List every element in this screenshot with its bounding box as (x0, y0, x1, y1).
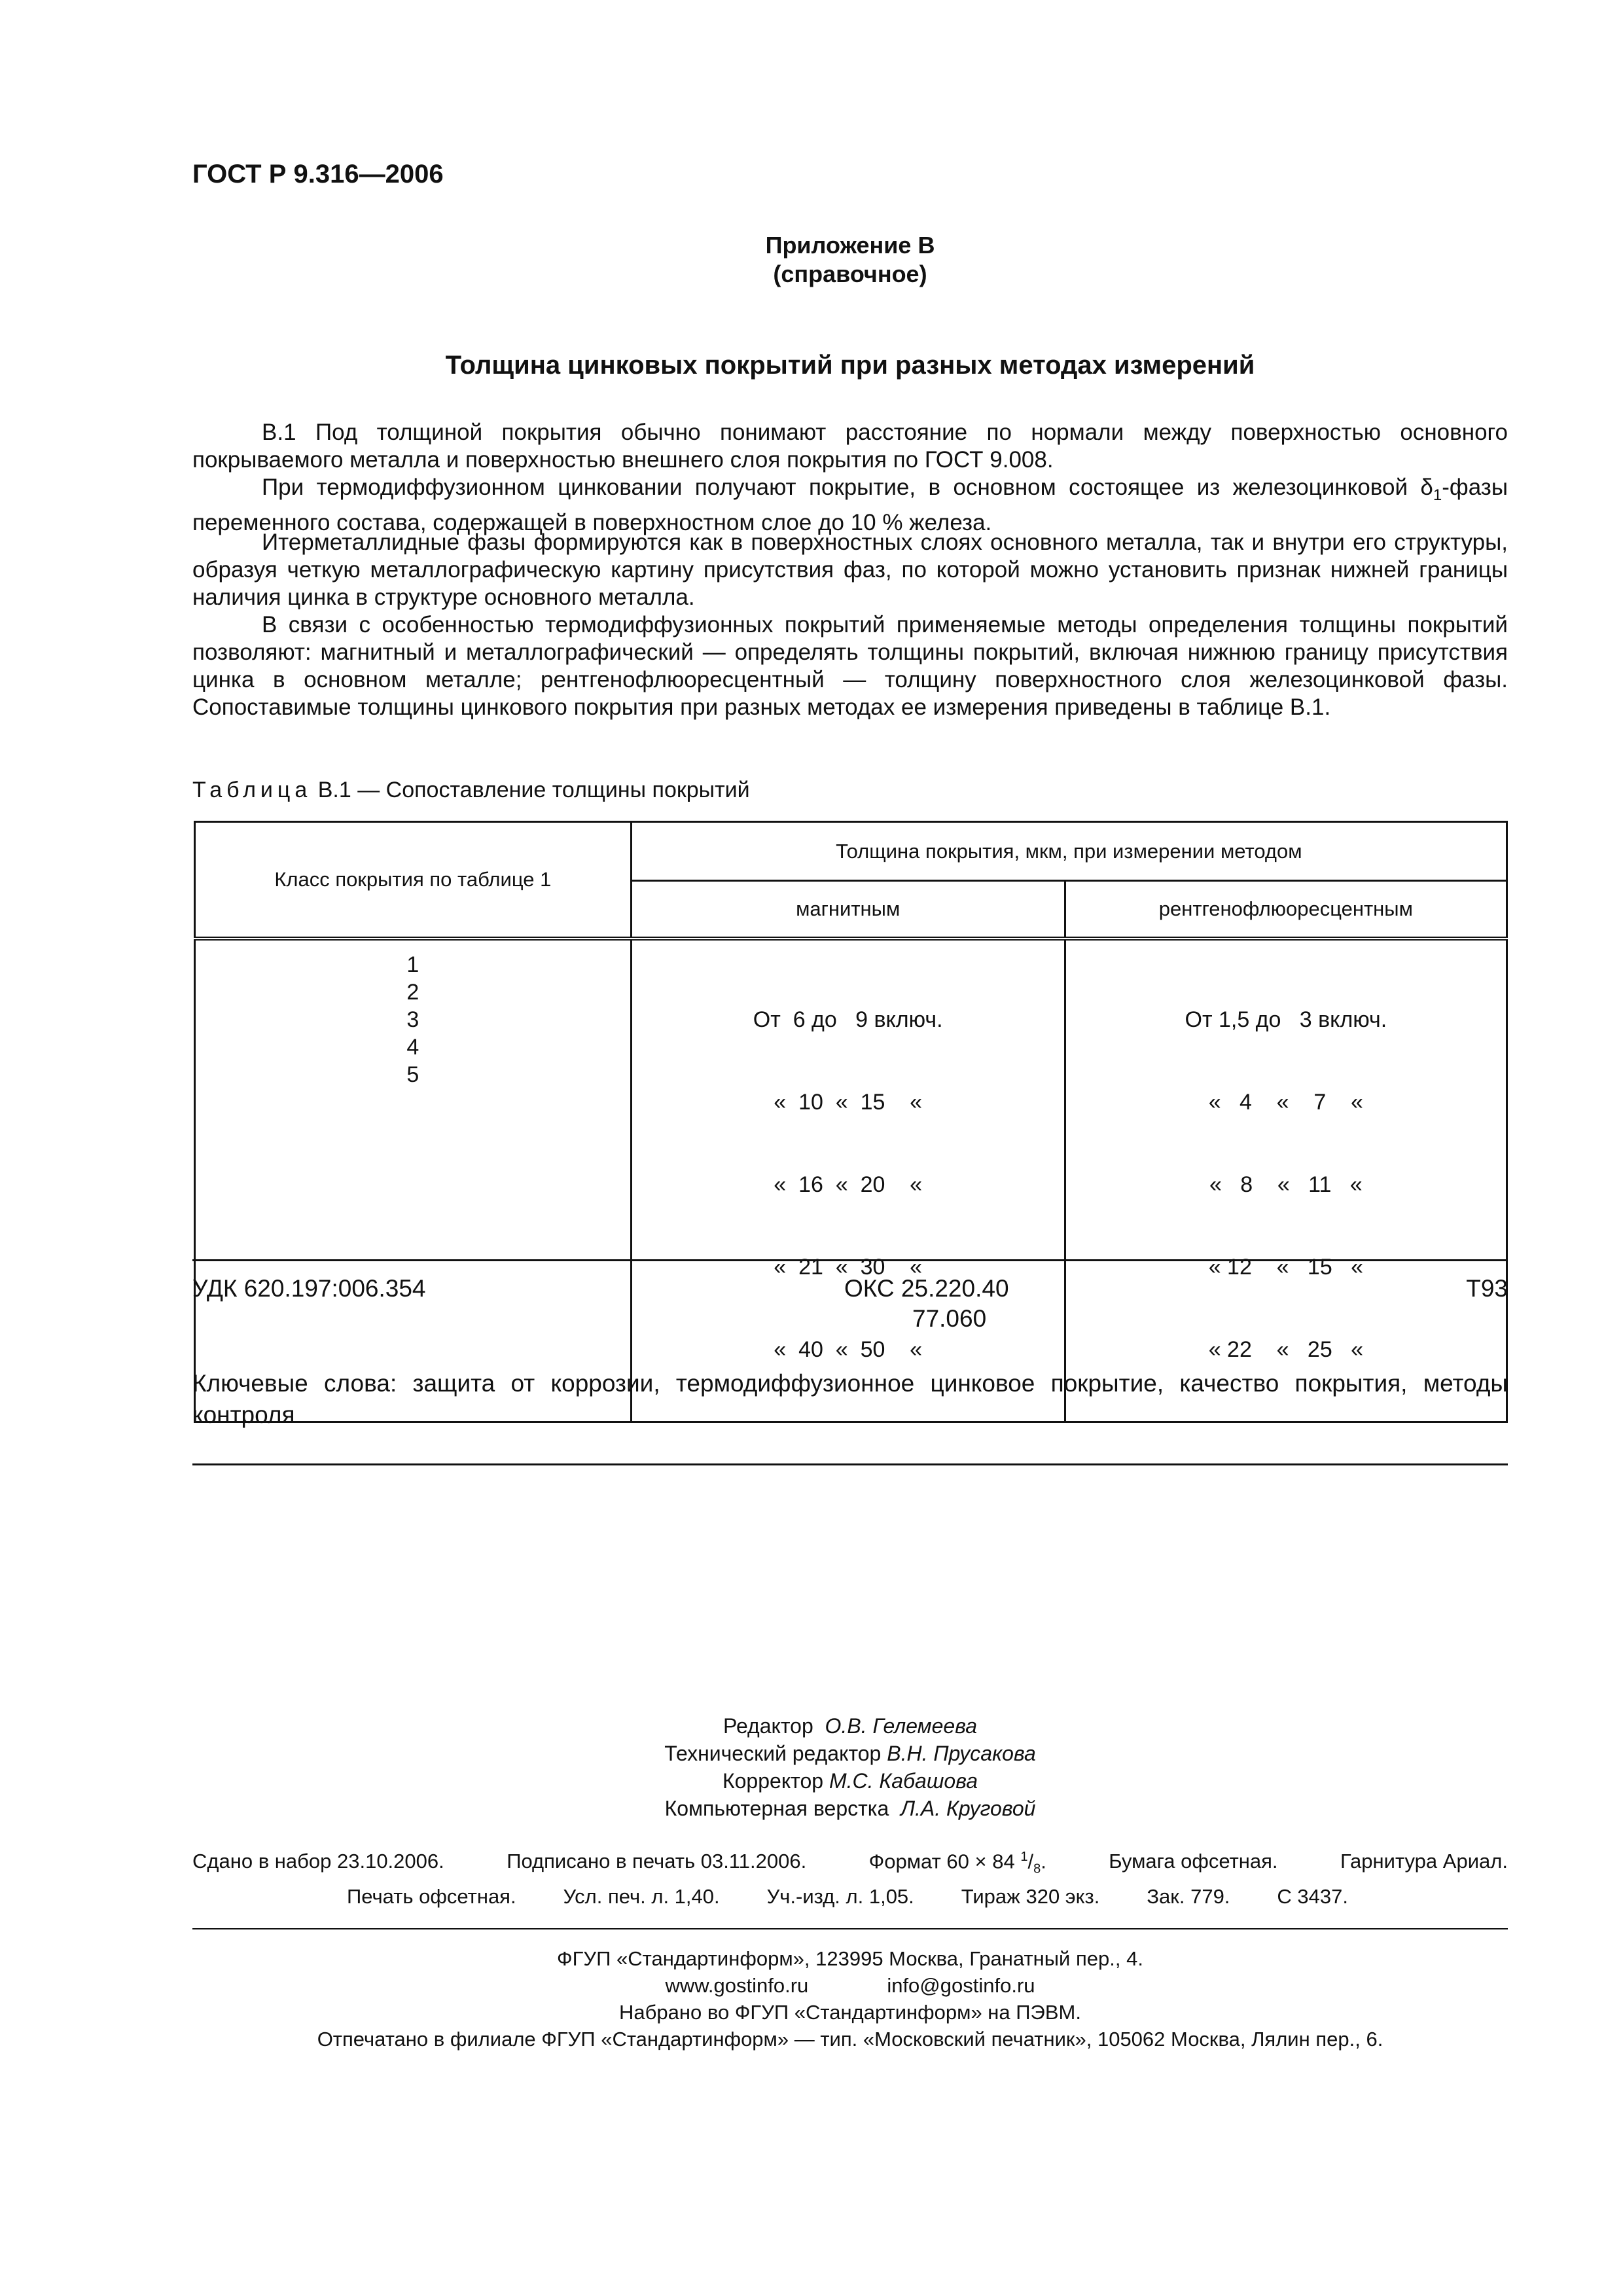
delta-symbol: δ (1420, 475, 1433, 500)
table-cell: « 21 « 30 « (774, 1254, 923, 1280)
oks-code-1: ОКС 25.220.40 (844, 1275, 1009, 1302)
table-cell: 3 (406, 1007, 419, 1032)
credit-editor: Редактор О.В. Гелемеева (723, 1714, 977, 1738)
oks-code-2: 77.060 (912, 1305, 987, 1332)
credits (192, 1712, 1508, 1822)
publisher-email: info@gostinfo.ru (887, 1974, 1035, 1997)
table-cell: « 22 « 25 « (1208, 1336, 1363, 1362)
divider-top (192, 1259, 1508, 1261)
publisher-address: ФГУП «Стандартинформ», 123995 Москва, Гранатный пер., 4. (557, 1947, 1143, 1970)
publisher-typeset: Набрано во ФГУП «Стандартинформ» на ПЭВМ. (619, 2001, 1081, 2024)
table-cell: От 6 до 9 включ. (753, 1007, 943, 1032)
classification-code: Т93 (1466, 1275, 1508, 1302)
credit-corrector: Корректор М.С. Кабашова (722, 1769, 978, 1793)
magnetic-column (631, 939, 1065, 1422)
table-cell: « 16 « 20 « (774, 1172, 923, 1197)
publisher-printed: Отпечатано в филиале ФГУП «Стандартинформ» — тип. «Московский печатник», 105062 Москва, Лялин пер., 6. (317, 2028, 1383, 2051)
table-cell: « 8 « 11 « (1209, 1172, 1363, 1197)
keywords: Ключевые слова: защита от коррозии, термодиффузионное цинковое покрытие, качество покрытия, методы контроля (192, 1370, 1508, 1428)
table-cell: От 1,5 до 3 включ. (1185, 1007, 1387, 1032)
publisher-info (192, 1945, 1508, 2053)
class-column (195, 939, 632, 1422)
publisher-site-link: www.gostinfo.ru (665, 1974, 809, 1997)
credit-tech-editor: Технический редактор В.Н. Прусакова (664, 1742, 1036, 1765)
paragraph-intermetallic: Итерметаллидные фазы формируются как в поверхностных слоях основного металла, так и внутри его структуры, образуя четкую металлографическую картину присутствия фаз, по которой можно установить признак нижней границы наличия цинка в структуре основного металла. (192, 529, 1508, 610)
udk-code: УДК 620.197:006.354 (192, 1275, 426, 1302)
paragraph-methods: В связи с особенностью термодиффузионных покрытий применяемые методы определения толщины покрытий позволяют: магнитный и металлографический — определять толщины покрытий, включая нижнюю границу присутствия цинка в основном металле; рентгенофлюоресцентный — толщину поверхностного слоя железоцинковой фазы. Сопоставимые толщины цинкового покрытия при разных методах ее измерения приведены в таблице В.1. (192, 612, 1508, 720)
table-cell: « 4 « 7 « (1208, 1089, 1363, 1115)
publisher-contacts (192, 1972, 1508, 1999)
annex-type: (справочное) (773, 260, 927, 287)
table-cell: « 40 « 50 « (774, 1336, 923, 1362)
table-cell: « 12 « 15 « (1208, 1254, 1363, 1280)
table-cell: 5 (406, 1062, 419, 1087)
publishing-line-1: Сдано в набор 23.10.2006. Подписано в печать 03.11.2006. Формат 60 × 84 $^1/_8$. Бумага офсетная. Гарнитура Ариал. (192, 1850, 1508, 1876)
header-xray: рентгенофлюоресцентным (1065, 881, 1507, 939)
paragraph-thermodiffusion: При термодиффузионном цинковании получают покрытие, в основном состоящее из железоцинковой $\delta_1$-фазы переменного состава, содержащей в поверхностном слое до 10 % железа. (192, 475, 1508, 535)
thickness-table (194, 821, 1508, 1423)
table-cell: 2 (406, 979, 419, 1005)
table-cell: 1 (406, 952, 419, 977)
header-thickness-group: Толщина покрытия, мкм, при измерении методом (631, 822, 1507, 881)
header-class: Класс покрытия по таблице 1 (195, 822, 632, 939)
table-caption: Таблица В.1 — Сопоставление толщины покрытий (192, 778, 750, 802)
table-cell: 4 (406, 1034, 419, 1060)
section-title: Толщина цинковых покрытий при разных методах измерений (445, 351, 1255, 380)
divider-publisher (192, 1928, 1508, 1929)
xray-column (1065, 939, 1507, 1422)
publishing-line-2: Печать офсетная. Усл. печ. л. 1,40. Уч.-изд. л. 1,05. Тираж 320 экз. Зак. 779. С 3437. (347, 1885, 1348, 1908)
credit-layout: Компьютерная верстка Л.А. Круговой (664, 1797, 1036, 1820)
paragraph-b1: В.1 Под толщиной покрытия обычно понимают расстояние по нормали между поверхностью основного покрываемого металла и поверхностью внешнего слоя покрытия по ГОСТ 9.008. (192, 420, 1508, 473)
document-code: ГОСТ Р 9.316—2006 (192, 160, 444, 188)
annex-title: Приложение В (765, 232, 935, 259)
divider-keywords (192, 1463, 1508, 1465)
header-magnetic: магнитным (631, 881, 1065, 939)
table-cell: « 10 « 15 « (774, 1089, 923, 1115)
